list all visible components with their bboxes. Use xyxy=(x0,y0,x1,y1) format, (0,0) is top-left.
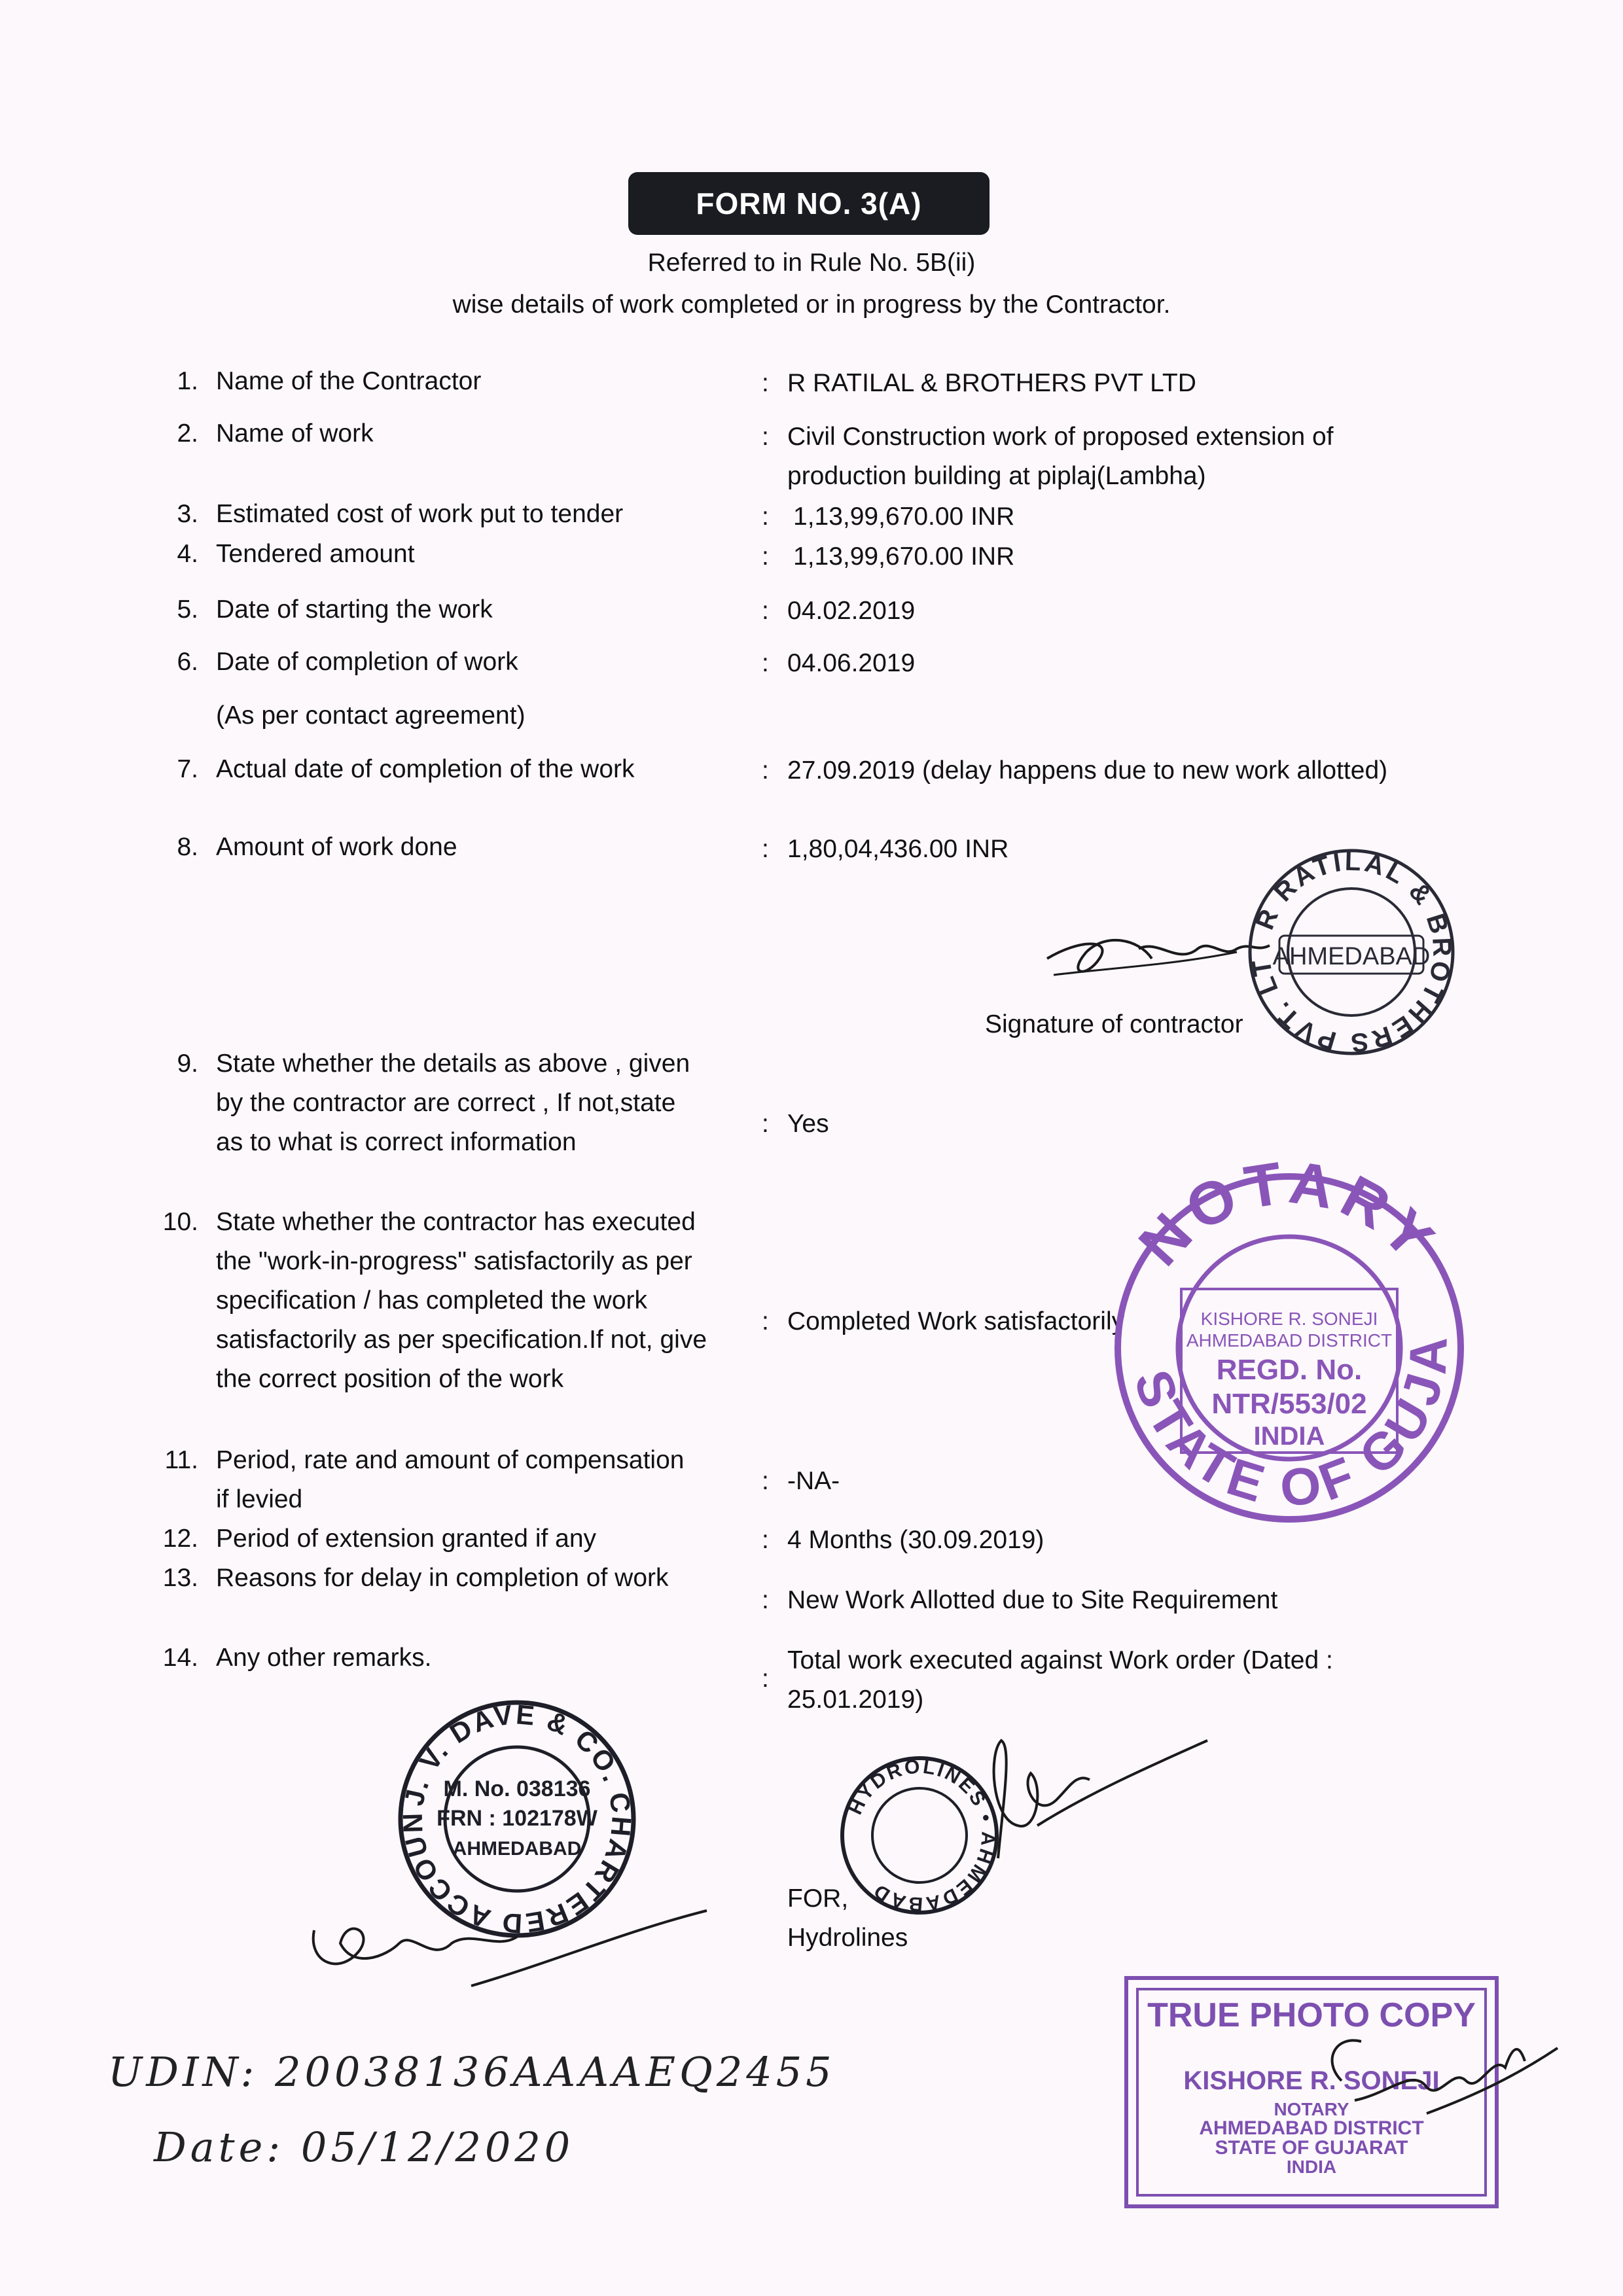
svg-text:R RATILAL & BROTHERS PVT. LTD.: R RATILAL & BROTHERS PVT. LTD. xyxy=(1232,821,1457,1057)
contractor-stamp xyxy=(1232,821,1459,1060)
item-number: 13. xyxy=(162,1564,198,1592)
item-label: Date of starting the work xyxy=(216,595,493,624)
svg-text:KISHORE R. SONEJI: KISHORE R. SONEJI xyxy=(1200,1309,1378,1329)
svg-text:NTR/553/02: NTR/553/02 xyxy=(1211,1388,1367,1420)
item-number: 3. xyxy=(177,500,198,528)
item-value: 1,13,99,670.00 INR xyxy=(793,503,1015,531)
handwritten-udin: UDIN: 20038136AAAAEQ2455 xyxy=(108,2048,836,2096)
item-number: 10. xyxy=(162,1208,198,1236)
item-value: production building at piplaj(Lambha) xyxy=(787,462,1206,490)
item-label: Any other remarks. xyxy=(216,1644,432,1672)
svg-text:M. No. 038136: M. No. 038136 xyxy=(443,1776,591,1801)
item-value: 4 Months (30.09.2019) xyxy=(787,1526,1044,1554)
hydrolines-stamp xyxy=(841,1727,1221,1937)
item-value: 1,80,04,436.00 INR xyxy=(787,835,1009,863)
contractor-stamp-center: AHMEDABAD xyxy=(1272,943,1431,970)
form-title-badge: FORM NO. 3(A) xyxy=(628,172,990,235)
item-colon: : xyxy=(762,369,769,397)
svg-text:STATE OF GUJARAT: STATE OF GUJARAT xyxy=(1084,1124,1459,1518)
item-value: 04.06.2019 xyxy=(787,649,916,677)
item-colon: : xyxy=(762,1110,769,1138)
svg-text:J. V. DAVE & CO. CHARTERED ACC: J. V. DAVE & CO. CHARTERED ACCOUNTANTS xyxy=(385,1673,637,1939)
item-value: New Work Allotted due to Site Requirement xyxy=(787,1586,1278,1614)
item-value: 25.01.2019) xyxy=(787,1686,924,1714)
item-value: Total work executed against Work order (Dated : xyxy=(787,1646,1333,1674)
item-colon: : xyxy=(762,1526,769,1554)
item-label: the correct position of the work xyxy=(216,1365,564,1393)
item-label: Actual date of completion of the work xyxy=(216,755,635,783)
item-label: Tendered amount xyxy=(216,540,415,568)
notary-stamp xyxy=(1084,1124,1472,1525)
form-subtitle-description: wise details of work completed or in progress by the Contractor. xyxy=(452,291,1171,319)
svg-text:HYDROLINES • AHMEDABAD: HYDROLINES • AHMEDABAD xyxy=(844,1756,999,1915)
item-label: State whether the contractor has executed xyxy=(216,1208,696,1236)
item-colon: : xyxy=(762,597,769,625)
item-colon: : xyxy=(762,649,769,677)
item-label: Estimated cost of work put to tender xyxy=(216,500,624,528)
item-number: 2. xyxy=(177,419,198,448)
contractor-signature xyxy=(1041,913,1276,998)
item-value: Civil Construction work of proposed extension of xyxy=(787,423,1334,451)
item-label: as to what is correct information xyxy=(216,1128,577,1156)
item-colon: : xyxy=(762,503,769,531)
item-colon: : xyxy=(762,835,769,863)
item-value: R RATILAL & BROTHERS PVT LTD xyxy=(787,369,1196,397)
item-label: the "work-in-progress" satisfactorily as per xyxy=(216,1247,692,1275)
handwritten-date: Date: 05/12/2020 xyxy=(154,2123,575,2171)
item-label: Period, rate and amount of compensation xyxy=(216,1446,685,1474)
item-colon: : xyxy=(762,1307,769,1335)
true-copy-stamp: TRUE PHOTO COPY KISHORE R. SONEJI NOTARY AHMEDABAD DISTRICT STATE OF GUJARAT INDIA xyxy=(1124,1976,1499,2208)
item-number: 9. xyxy=(177,1050,198,1078)
item-colon: : xyxy=(762,423,769,451)
item-label: Name of work xyxy=(216,419,374,448)
item-colon: : xyxy=(762,756,769,785)
item-label: Amount of work done xyxy=(216,833,457,861)
item-label: specification / has completed the work xyxy=(216,1286,648,1315)
item-colon: : xyxy=(762,1467,769,1495)
svg-text:FRN : 102178W: FRN : 102178W xyxy=(437,1806,597,1831)
item-value: Yes xyxy=(787,1110,829,1138)
item-number: 8. xyxy=(177,833,198,861)
item-number: 1. xyxy=(177,367,198,395)
notary-signature xyxy=(1296,1996,1571,2127)
item-number: 11. xyxy=(164,1446,198,1474)
svg-text:AHMEDABAD: AHMEDABAD xyxy=(452,1838,582,1860)
item-label: State whether the details as above , given xyxy=(216,1050,690,1078)
item-label: Date of completion of work xyxy=(216,648,518,676)
item-value: -NA- xyxy=(787,1467,840,1495)
item-label: Period of extension granted if any xyxy=(216,1525,597,1553)
item-label: if levied xyxy=(216,1485,303,1513)
item-number: 7. xyxy=(177,755,198,783)
form-subtitle-rule: Referred to in Rule No. 5B(ii) xyxy=(647,249,976,277)
item-value: 27.09.2019 (delay happens due to new work allotted) xyxy=(787,756,1388,785)
item-number: 5. xyxy=(177,595,198,624)
for-label: FOR, xyxy=(787,1884,849,1913)
true-copy-title: TRUE PHOTO COPY xyxy=(1147,1996,1476,2034)
item-colon: : xyxy=(762,542,769,571)
item-value: 1,13,99,670.00 INR xyxy=(793,542,1015,571)
item-label: Reasons for delay in completion of work xyxy=(216,1564,669,1592)
item-label: Name of the Contractor xyxy=(216,367,482,395)
svg-text:NOTARY: NOTARY xyxy=(1126,1148,1451,1279)
item-number: 6. xyxy=(177,648,198,676)
for-company: Hydrolines xyxy=(787,1924,908,1952)
item-colon: : xyxy=(762,1586,769,1614)
item-value: Completed Work satisfactorily xyxy=(787,1307,1125,1335)
item-number: 4. xyxy=(177,540,198,568)
svg-text:REGD. No.: REGD. No. xyxy=(1216,1354,1363,1386)
ca-signature xyxy=(301,1891,720,1996)
svg-text:INDIA: INDIA xyxy=(1253,1422,1325,1451)
item-number: 14. xyxy=(162,1644,198,1672)
item-label: (As per contact agreement) xyxy=(216,701,526,730)
svg-text:AHMEDABAD DISTRICT: AHMEDABAD DISTRICT xyxy=(1186,1330,1393,1351)
item-number: 12. xyxy=(162,1525,198,1553)
item-colon: : xyxy=(762,1665,769,1693)
item-label: satisfactorily as per specification.If not, give xyxy=(216,1326,707,1354)
item-value: 04.02.2019 xyxy=(787,597,916,625)
signature-of-contractor-label: Signature of contractor xyxy=(985,1010,1243,1038)
item-label: by the contractor are correct , If not,state xyxy=(216,1089,676,1117)
